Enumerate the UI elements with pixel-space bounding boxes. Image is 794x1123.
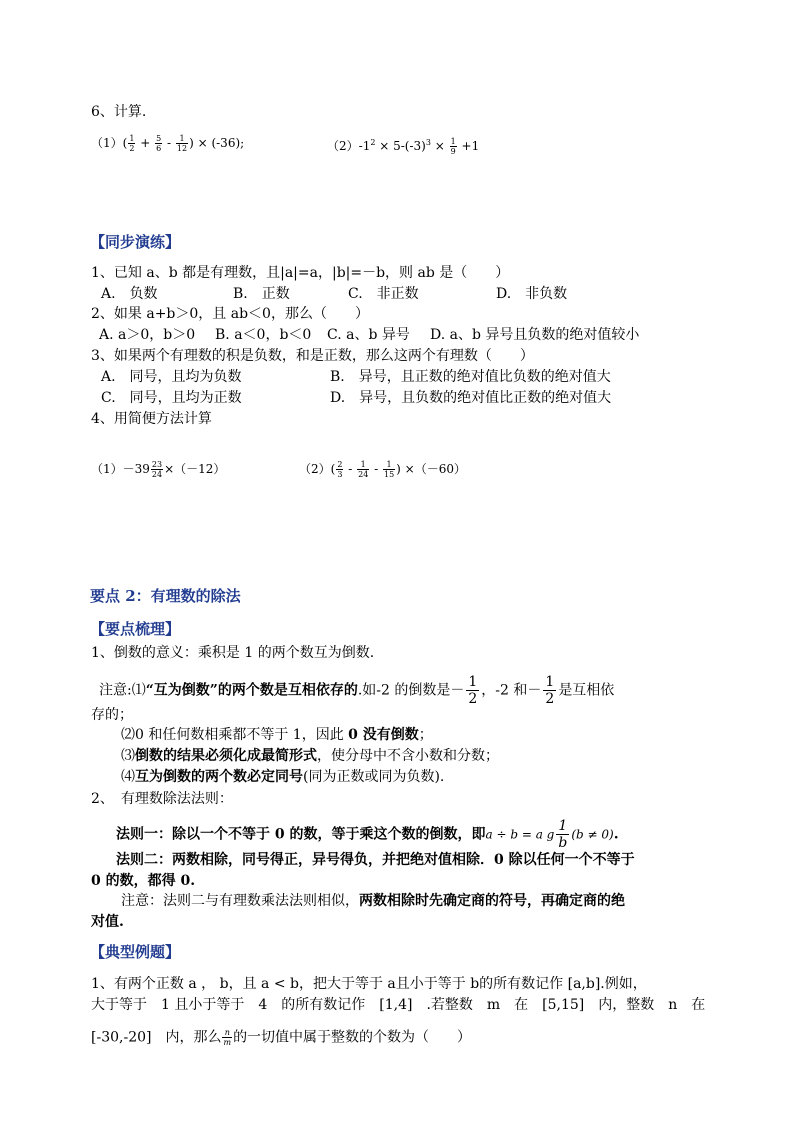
sync-header: 【同步演练】 xyxy=(90,233,181,251)
sync-q3-opt-c: C. 同号，且均为正数 xyxy=(101,390,242,406)
sync-q2-opt-a: A. a＞0，b＞0 xyxy=(99,327,196,343)
fraction: $\frac{1}{15}$ xyxy=(383,460,395,479)
fraction: $\frac{1}{2}$ xyxy=(468,674,478,707)
kp2-note3: ⑶倒数的结果必须化成最简形式，使分母中不含小数和分数； xyxy=(121,748,499,764)
sync-q1-opt-b: B. 正数 xyxy=(233,286,290,302)
fraction: $\frac{1}{2}$ xyxy=(545,674,555,707)
fraction: $\frac{1}{12}$ xyxy=(176,134,188,153)
examples-header: 【典型例题】 xyxy=(90,943,181,961)
fraction: $\frac{23}{24}$ xyxy=(151,460,163,479)
sync-q2-opt-c: C. a、b 异号 xyxy=(327,327,410,343)
fraction: $\frac{1}{9}$ xyxy=(450,137,456,156)
example1-line1: 1、有两个正数 a ， b，且 a < b，把大于等于 a且小于等于 b的所有数记作 [a,b].例如， xyxy=(91,976,647,992)
q6-part1: （1）( $\frac{1}{2}$ + $\frac{5}{6}$ - $\frac{1}{12}$ ) × (-36); xyxy=(91,134,245,153)
kp2-rule2: 法则二：两数相除，同号得正，异号得负，并把绝对值相除．0 除以任何一个不等于 xyxy=(116,852,635,868)
sync-q3: 3、如果两个有理数的积是负数，和是正数，那么这两个有理数（ ） xyxy=(91,348,534,364)
sync-q1-opt-d: D. 非负数 xyxy=(496,286,568,302)
kp2-rule2-cont: 0 的数，都得 0. xyxy=(91,873,196,889)
q6-part2: $(2)-1^2 \times 5-(-3)^3$ × $\frac{1}{9}$ +1 xyxy=(327,137,480,156)
sync-q1: 1、已知 a、b 都是有理数，且|a|=a，|b|=－b，则 ab 是（ ） xyxy=(91,265,510,281)
sync-q4: 4、用简便方法计算 xyxy=(91,411,212,427)
fraction: $\frac{n}{m}$ xyxy=(223,1028,232,1047)
fraction: $\frac{1}{2}$ xyxy=(129,134,135,153)
sync-q2: 2、如果 a+b＞0，且 ab＜0，那么（ ） xyxy=(91,306,369,322)
example1-line3: [-30,-20] 内，那么 $\frac{n}{m}$ 的一切值中属于整数的个数为（ ） xyxy=(91,1028,472,1047)
kp2-def: 1、倒数的意义：乘积是 1 的两个数互为倒数. xyxy=(91,645,375,661)
fraction: $\frac{1}{24}$ xyxy=(358,460,369,479)
q6-title: 6、计算. xyxy=(91,104,147,120)
kp2-note1: 注意:⑴“互为倒数”的两个数是互相依存的.如-2 的倒数是－ $\frac{1}{2}$ ，-2 和－ $\frac{1}{2}$ 是互相依 xyxy=(99,674,615,707)
fraction: $\frac{2}{3}$ xyxy=(337,460,343,479)
kp2-note5-cont: 对值. xyxy=(91,914,124,930)
kp2-note2: ⑵0 和任何数相乘都不等于 1，因此 0 没有倒数； xyxy=(121,727,433,743)
sync-q1-opt-a: A. 负数 xyxy=(101,286,158,302)
example1-line2: 大于等于 1 且小于等于 4 的所有数记作 [1,4] .若整数 m 在 [5,15] 内，整数 n 在 xyxy=(91,997,706,1013)
sync-q3-opt-a: A. 同号，且均为负数 xyxy=(101,369,242,385)
kp2-rule1: 法则一：除以一个不等于 0 的数，等于乘这个数的倒数，即a ÷ b = a g $\frac{1}{b}$ (b ≠ 0). xyxy=(116,818,619,851)
kp2-note1-cont: 存的； xyxy=(91,707,133,723)
kp2-note5: 注意：法则二与有理数乘法法则相似，两数相除时先确定商的符号，再确定商的绝 xyxy=(121,893,625,909)
kp2-division-rules: 2、 有理数除法法则： xyxy=(91,791,233,807)
fraction: $\frac{5}{6}$ xyxy=(156,134,162,153)
kp2-note4: ⑷互为倒数的两个数必定同号(同为正数或同为负数). xyxy=(121,769,445,785)
fraction: $\frac{1}{b}$ xyxy=(558,818,568,851)
sync-q1-opt-c: C. 非正数 xyxy=(348,286,419,302)
kp2-header: 【要点梳理】 xyxy=(90,620,181,638)
sync-q3-opt-d: D. 异号，且负数的绝对值比正数的绝对值大 xyxy=(330,390,612,406)
sync-q2-opt-d: D. a、b 异号且负数的绝对值较小 xyxy=(430,327,640,343)
sync-q4-part2: （2）( $\frac{2}{3}$ - $\frac{1}{24}$ - $\frac{1}{15}$ ) ×（－60） xyxy=(299,460,466,479)
sync-q3-opt-b: B. 异号，且正数的绝对值比负数的绝对值大 xyxy=(330,369,611,385)
sync-q2-opt-b: B. a＜0，b＜0 xyxy=(215,327,312,343)
sync-q4-part1: （1）－39 $\frac{23}{24}$ ×（－12） xyxy=(91,460,226,479)
kp2-title: 要点 2：有理数的除法 xyxy=(90,587,241,605)
